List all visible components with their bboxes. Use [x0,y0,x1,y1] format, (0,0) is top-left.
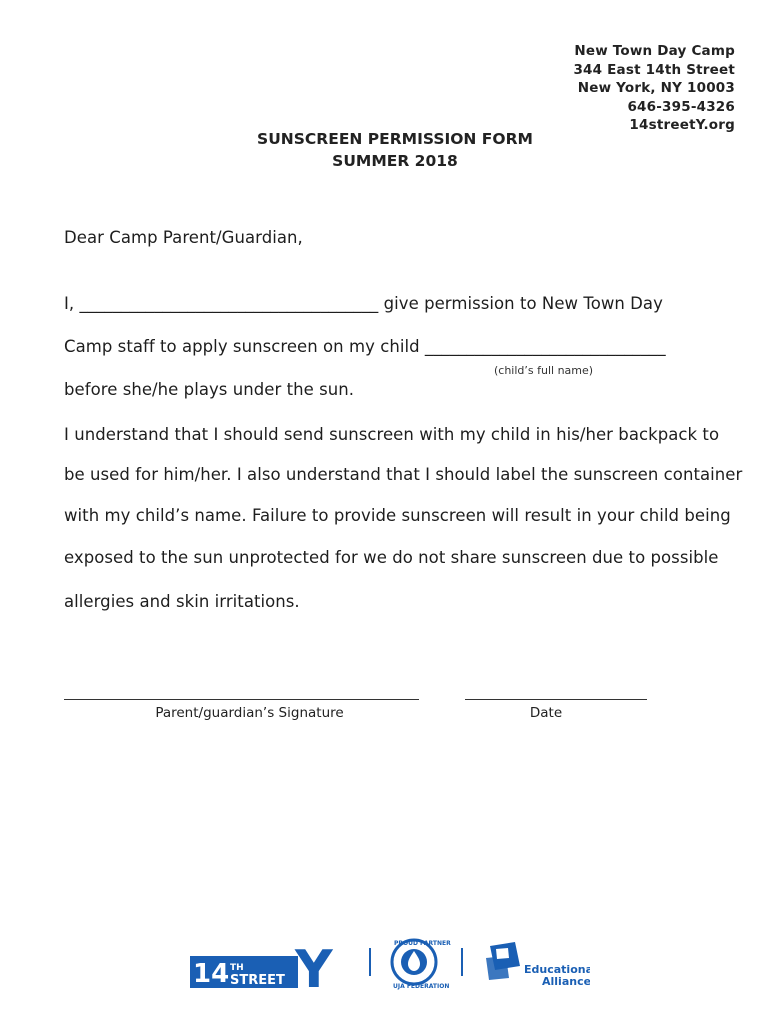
paragraph-line-1: I understand that I should send sunscreen with my child in his/her backpack to [64,425,720,444]
logo-y: Y [295,940,333,991]
paragraph-line-3: with my child’s name. Failure to provide sunscreen will result in your child being [64,506,731,525]
paragraph-line-4: exposed to the sun unprotected for we do not share sunscreen due to possible [64,548,719,567]
camp-phone: 646-395-4326 [627,98,735,115]
child-name-hint: (child’s full name) [494,364,594,377]
camp-name: New Town Day Camp [574,43,735,59]
camp-city: New York, NY 10003 [577,80,735,96]
date-line[interactable] [465,699,647,700]
ea-line1: Educational [524,963,590,976]
signature-line[interactable] [64,699,419,700]
14th-street-y-logo [190,940,334,991]
greeting: Dear Camp Parent/Guardian, [64,228,303,247]
seal-bottom-text: UJA FEDERATION [393,983,450,990]
form-title-line2: SUMMER 2018 [332,152,458,170]
form-title-line1: SUNSCREEN PERMISSION FORM [257,130,533,148]
form-title [230,128,560,172]
logo-street: STREET [230,973,285,988]
paragraph-line-2: be used for him/her. I also understand that I should label the sunscreen container [64,465,743,484]
permission-line-1: I, ____________________________________ give permission to New Town Day [64,294,663,313]
seal-top-text: PROUD PARTNER [394,940,451,947]
logo-th: TH [230,963,244,973]
ea-line2: Alliance [542,975,590,988]
camp-street: 344 East 14th Street [573,61,735,78]
footer-logos-svg [190,936,590,991]
date-label: Date [529,705,563,721]
signature-label: Parent/guardian’s Signature [155,705,344,721]
permission-line-3: before she/he plays under the sun. [64,380,355,399]
camp-address [573,42,735,135]
uja-partner-seal [392,940,451,990]
footer-logos [190,936,590,991]
paragraph-line-5: allergies and skin irritations. [64,592,300,611]
logo-14: 14 [193,959,230,989]
camp-website: 14streetY.org [629,117,735,133]
permission-line-2: Camp staff to apply sunscreen on my child _____________________________ [64,337,666,356]
educational-alliance-logo [486,942,590,988]
